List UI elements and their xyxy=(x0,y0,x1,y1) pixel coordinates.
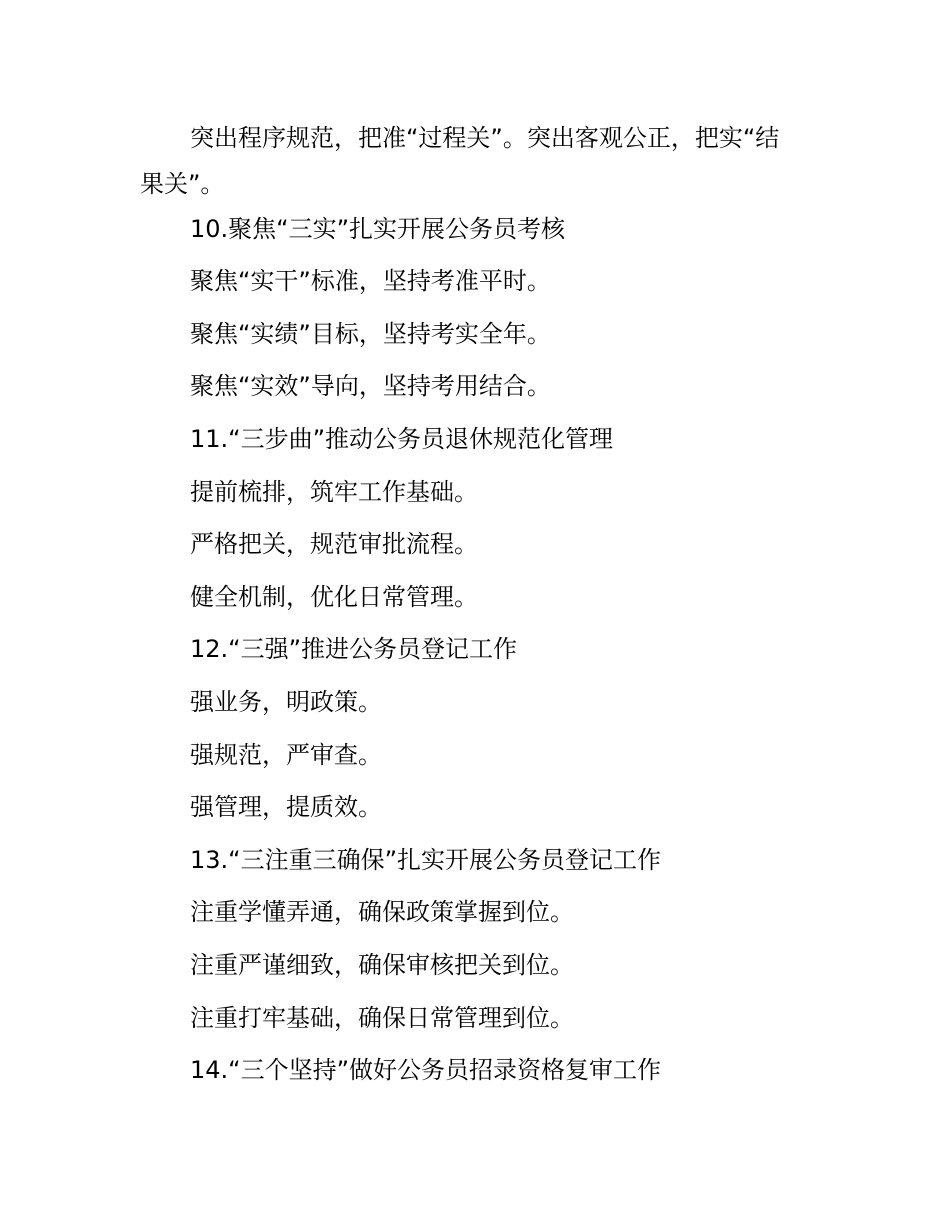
paragraph-5: 严格把关，规范审批流程。 xyxy=(190,530,478,559)
paragraph-0 xyxy=(140,112,820,203)
paragraph-2: 聚焦“实绩”目标，坚持考实全年。 xyxy=(190,319,551,348)
section-heading-10: 10.聚焦“三实”扎实开展公务员考核 xyxy=(190,214,566,243)
paragraph-10: 注重学懂弄通，确保政策掌握到位。 xyxy=(190,898,574,927)
section-heading-11: 11.“三步曲”推动公务员退休规范化管理 xyxy=(190,424,614,453)
section-heading-13: 13.“三注重三确保”扎实开展公务员登记工作 xyxy=(190,845,662,874)
document-body xyxy=(140,112,820,1097)
section-heading-12: 12.“三强”推进公务员登记工作 xyxy=(190,635,518,664)
paragraph-4: 提前梳排，筑牢工作基础。 xyxy=(190,477,478,506)
paragraph-7: 强业务，明政策。 xyxy=(190,687,382,716)
paragraph-9: 强管理，提质效。 xyxy=(190,793,382,822)
paragraph-8: 强规范，严审查。 xyxy=(190,740,382,769)
paragraph-0-line-1: 突出程序规范，把准“过程关”。突出客观公正，把实“结 xyxy=(190,124,780,152)
paragraph-3: 聚焦“实效”导向，坚持考用结合。 xyxy=(190,372,551,401)
paragraph-0-line-2: 果关”。 xyxy=(140,169,225,198)
paragraph-11: 注重严谨细致，确保审核把关到位。 xyxy=(190,950,574,979)
section-heading-14: 14.“三个坚持”做好公务员招录资格复审工作 xyxy=(190,1056,662,1085)
paragraph-12: 注重打牢基础，确保日常管理到位。 xyxy=(190,1003,574,1032)
paragraph-6: 健全机制，优化日常管理。 xyxy=(190,582,478,611)
paragraph-1: 聚焦“实干”标准，坚持考准平时。 xyxy=(190,267,551,296)
